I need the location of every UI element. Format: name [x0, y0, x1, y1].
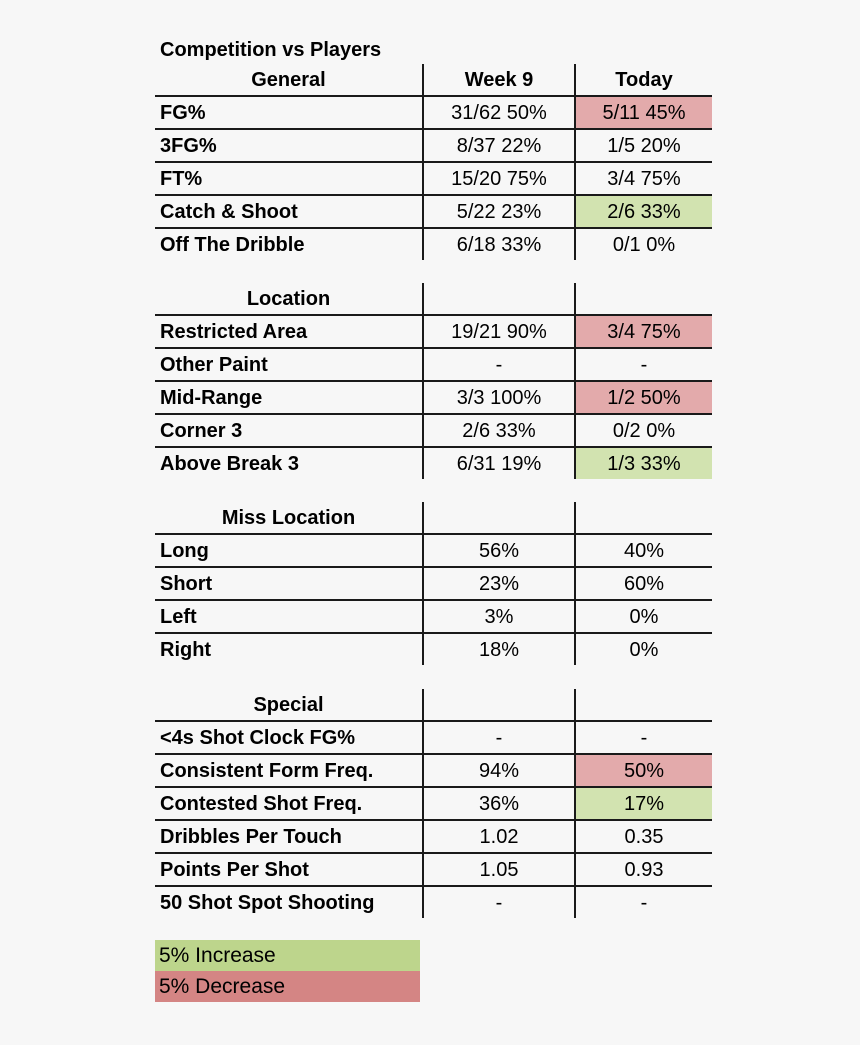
- week-column-blank: [423, 283, 575, 315]
- row-label: Left: [155, 600, 423, 633]
- week-value: 3/3 100%: [423, 381, 575, 414]
- table-row: [155, 129, 712, 162]
- row-label: Above Break 3: [160, 452, 299, 475]
- table-row: [155, 754, 712, 787]
- today-value: 0/2 0%: [575, 414, 712, 447]
- table-row: [155, 853, 712, 886]
- today-value: -: [575, 886, 712, 918]
- legend: [155, 940, 420, 1002]
- row-label: Corner 3: [155, 414, 423, 447]
- table-row: [155, 162, 712, 195]
- row-label: Right: [160, 638, 212, 661]
- week-value: 5/22 23%: [423, 195, 575, 228]
- today-value: 1/5 20%: [575, 129, 712, 162]
- table-header-row: [155, 689, 712, 721]
- table-row: [155, 414, 712, 447]
- today-value: 3/4 75%: [575, 162, 712, 195]
- today-column-blank: [575, 689, 712, 721]
- week-value: 36%: [423, 787, 575, 820]
- section-header: Special: [155, 689, 423, 721]
- today-value: 5/11 45%: [575, 96, 712, 129]
- week-value: 15/20 75%: [423, 162, 575, 195]
- week-value: 94%: [423, 754, 575, 787]
- row-label: Points Per Shot: [155, 853, 423, 886]
- table-row: [155, 820, 712, 853]
- row-label: Short: [155, 567, 423, 600]
- table-row: [155, 600, 712, 633]
- week-column-header: Week 9: [423, 64, 575, 96]
- today-value: 50%: [575, 754, 712, 787]
- today-value: 17%: [575, 787, 712, 820]
- week-value: -: [423, 886, 575, 918]
- row-label: 50 Shot Spot Shooting: [160, 891, 375, 914]
- row-label: Other Paint: [155, 348, 423, 381]
- week-value: 6/31 19%: [423, 447, 575, 479]
- today-value: 0%: [575, 633, 712, 665]
- row-label: Mid-Range: [155, 381, 423, 414]
- miss-location-table: [155, 502, 712, 665]
- section-header: General: [155, 64, 423, 96]
- row-label: FG%: [155, 96, 423, 129]
- today-value: 0.93: [575, 853, 712, 886]
- today-column-blank: [575, 502, 712, 534]
- table-row: [155, 787, 712, 820]
- week-value: 19/21 90%: [423, 315, 575, 348]
- today-column-blank: [575, 283, 712, 315]
- today-value: 3/4 75%: [575, 315, 712, 348]
- general-table: [155, 64, 712, 260]
- week-value: 1.02: [423, 820, 575, 853]
- table-header-row: [155, 64, 712, 96]
- section-header: Miss Location: [155, 502, 423, 534]
- row-label: <4s Shot Clock FG%: [155, 721, 423, 754]
- today-value: 60%: [575, 567, 712, 600]
- table-row: [155, 567, 712, 600]
- table-header-row: [155, 283, 712, 315]
- today-value: 1/3 33%: [575, 447, 712, 479]
- week-value: 31/62 50%: [423, 96, 575, 129]
- week-value: 3%: [423, 600, 575, 633]
- week-value: 2/6 33%: [423, 414, 575, 447]
- week-value: -: [423, 721, 575, 754]
- table-row: [155, 633, 712, 665]
- special-table: [155, 689, 712, 918]
- week-column-blank: [423, 689, 575, 721]
- section-header: Location: [155, 283, 423, 315]
- today-value: 40%: [575, 534, 712, 567]
- row-label: Long: [155, 534, 423, 567]
- row-label: Contested Shot Freq.: [155, 787, 423, 820]
- row-label: Consistent Form Freq.: [155, 754, 423, 787]
- today-value: -: [575, 721, 712, 754]
- table-row: [155, 534, 712, 567]
- table-row: [155, 721, 712, 754]
- row-label: Restricted Area: [155, 315, 423, 348]
- table-row: [155, 228, 712, 260]
- week-value: 6/18 33%: [423, 228, 575, 260]
- today-value: 1/2 50%: [575, 381, 712, 414]
- week-column-blank: [423, 502, 575, 534]
- table-row: [155, 447, 712, 479]
- today-column-header: Today: [575, 64, 712, 96]
- row-label: Off The Dribble: [160, 233, 305, 256]
- today-value: -: [575, 348, 712, 381]
- today-value: 0%: [575, 600, 712, 633]
- row-label: 3FG%: [155, 129, 423, 162]
- table-row: [155, 315, 712, 348]
- table-row: [155, 886, 712, 918]
- week-value: 18%: [423, 633, 575, 665]
- table-row: [155, 195, 712, 228]
- week-value: 56%: [423, 534, 575, 567]
- week-value: 23%: [423, 567, 575, 600]
- row-label: Catch & Shoot: [155, 195, 423, 228]
- table-row: [155, 96, 712, 129]
- today-value: 0.35: [575, 820, 712, 853]
- legend-decrease: 5% Decrease: [155, 971, 420, 1002]
- location-table: [155, 283, 712, 479]
- today-value: 0/1 0%: [575, 228, 712, 260]
- table-header-row: [155, 502, 712, 534]
- week-value: -: [423, 348, 575, 381]
- week-value: 8/37 22%: [423, 129, 575, 162]
- legend-increase: 5% Increase: [155, 940, 420, 971]
- row-label: FT%: [155, 162, 423, 195]
- today-value: 2/6 33%: [575, 195, 712, 228]
- report-title: Competition vs Players: [160, 39, 382, 61]
- week-value: 1.05: [423, 853, 575, 886]
- table-row: [155, 381, 712, 414]
- row-label: Dribbles Per Touch: [155, 820, 423, 853]
- table-row: [155, 348, 712, 381]
